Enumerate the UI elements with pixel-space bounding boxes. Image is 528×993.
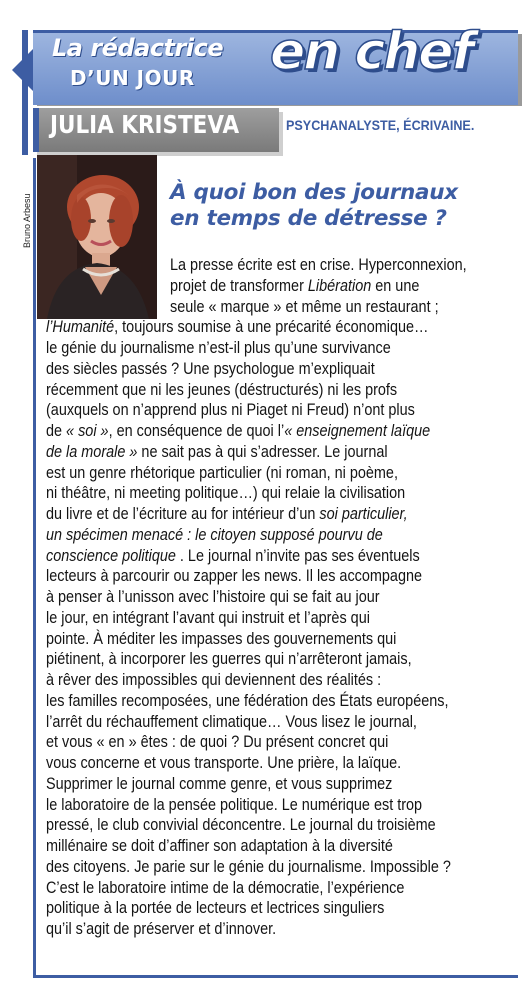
article-headline — [170, 180, 520, 232]
body-line: piétinent, à incorporer les guerres qui n’arrêteront jamais, — [46, 650, 412, 669]
body-line: des citoyens. Je parie sur le génie du journalisme. Impossible ? — [46, 857, 451, 876]
photo-credit: Bruno Arbesu — [22, 193, 32, 248]
title-dun-jour: D’UN JOUR — [70, 66, 195, 90]
body-line: La presse écrite est en crise. Hyperconnexion, — [170, 256, 467, 274]
body-line: millénaire se doit d’affiner son adaptation à la diversité — [46, 837, 393, 855]
body-line: seule « marque » et même un restaurant ; — [170, 297, 439, 316]
body-line: lecteurs à parcourir ou zapper les news. Il les accompagne — [46, 567, 423, 586]
body-line: à rêver des impossibles qui deviennent des réalités : — [46, 671, 382, 689]
bottom-rule — [33, 975, 518, 978]
body-line: pointe. À méditer les impasses des gouvernements qui — [46, 629, 397, 648]
author-photo — [37, 155, 157, 319]
body-line: des siècles passés ? Une psychologue m’expliquait — [46, 359, 375, 378]
headline-line-1: À quoi bon des journaux — [170, 180, 458, 205]
author-name: JULIA KRISTEVA — [50, 110, 240, 139]
body-line: le jour, en intégrant l’avant qui instruit et l’après qui — [46, 608, 370, 627]
portrait-illustration — [37, 155, 157, 319]
author-role: PSYCHANALYSTE, ÉCRIVAINE. — [286, 117, 475, 133]
body-line: de la morale » ne sait pas à qui s’adresser. Le journal — [46, 442, 388, 461]
body-line: de « soi », en conséquence de quoi l’« enseignement laïque — [46, 422, 431, 440]
left-rule — [33, 158, 36, 976]
body-line: Supprimer le journal comme genre, et vous supprimez — [46, 774, 393, 793]
title-en-chef: en chef — [270, 22, 473, 82]
body-line: vous concerne et vous transporte. Une prière, la laïque. — [46, 754, 402, 772]
body-line: et vous « en » êtes : de quoi ? Du présent concret qui — [46, 733, 389, 752]
body-line: pressé, le club convivial déconcentre. Le journal du troisième — [46, 816, 436, 835]
body-line: le génie du journalisme n’est-il plus qu’une survivance — [46, 339, 391, 357]
body-line: du livre et de l’écriture au for intérieur d’un soi particulier, — [46, 505, 408, 523]
body-line: C’est le laboratoire intime de la démocratie, l’expérience — [46, 878, 405, 897]
left-arrow-icon — [12, 48, 34, 92]
body-line: les familles recomposées, une fédération des États européens, — [46, 691, 449, 710]
title-la-redactrice: La rédactrice — [52, 34, 224, 62]
body-line: le laboratoire de la pensée politique. Le numérique est trop — [46, 795, 423, 814]
body-line: l’Humanité, toujours soumise à une précarité économique… — [46, 318, 429, 337]
body-line: à penser à l’unisson avec l’histoire qui se fait au jour — [46, 588, 380, 606]
body-line: est un genre rhétorique particulier (ni roman, ni poème, — [46, 463, 398, 482]
body-line: ni théâtre, ni meeting politique…) qui relaie la civilisation — [46, 484, 406, 503]
headline-line-2: en temps de détresse ? — [170, 206, 447, 231]
body-line: récemment que ni les jeunes (déstructurés) ni les profs — [46, 380, 398, 399]
body-line: qu’il s’agit de préserver et d’innover. — [46, 920, 277, 938]
body-line: l’arrêt du réchauffement climatique… Vous lisez le journal, — [46, 712, 417, 731]
body-line: politique à la portée de lecteurs et lectrices singuliers — [46, 899, 385, 918]
body-line: projet de transformer Libération en une — [170, 276, 420, 295]
body-line: conscience politique . Le journal n’invite pas ses éventuels — [46, 546, 420, 565]
body-line: un spécimen menacé : le citoyen supposé pourvu de — [46, 525, 383, 544]
body-line: (auxquels on n’apprend plus ni Piaget ni Freud) n’ont plus — [46, 401, 415, 420]
